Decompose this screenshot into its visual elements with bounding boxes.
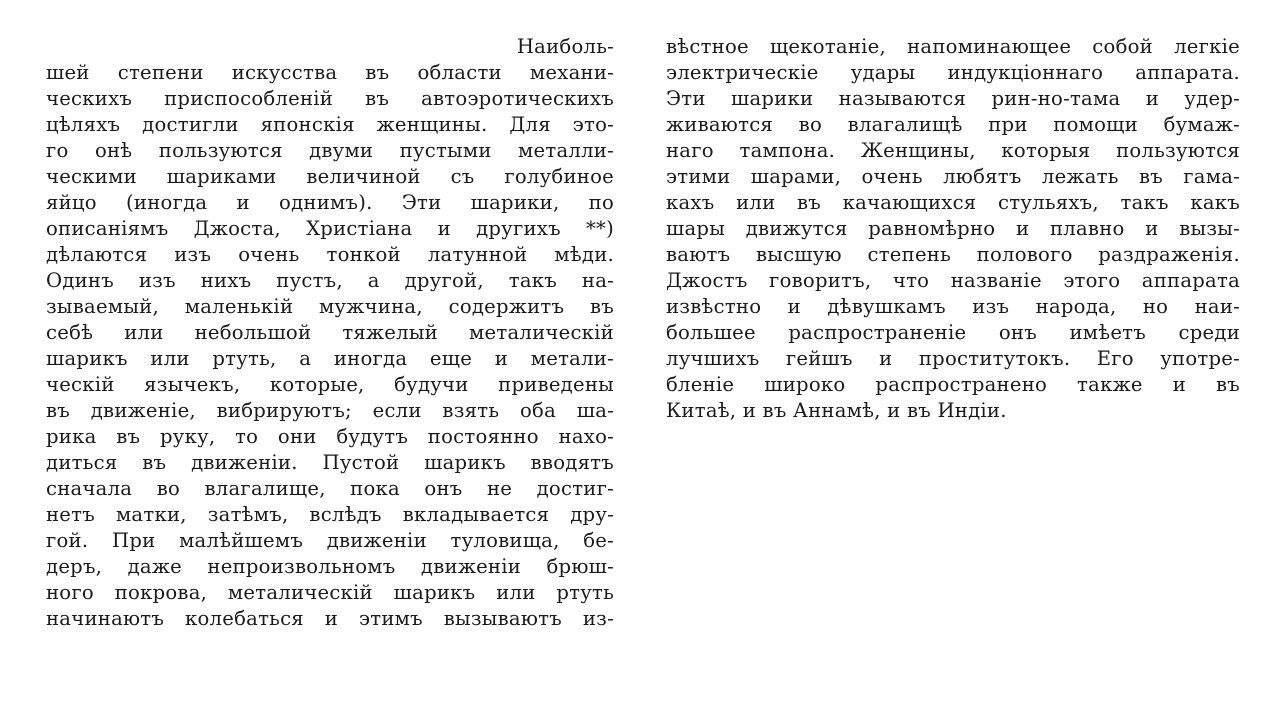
text-line: ческихъ приспособленій въ автоэротическихъ [46,87,614,110]
text-line: большее распространеніе онъ имѣетъ среди [666,321,1240,344]
text-line: начинаютъ колебаться и этимъ вызываютъ из- [46,607,614,630]
text-line: этими шарами, очень любятъ лежать въ гама- [666,165,1240,188]
text-line: го онѣ пользуются двуми пустыми металли- [46,139,614,162]
text-line: шей степени искусства въ области механи- [46,61,614,84]
text-line: вѣстное щекотаніе, напоминающее собой легкіе [666,35,1240,58]
text-line: шары движутся равномѣрно и плавно и вызы- [666,217,1240,240]
text-line: Одинъ изъ нихъ пустъ, а другой, такъ на- [46,269,614,292]
text-line: ного покрова, металическій шарикъ или ртуть [46,581,614,604]
text-line: извѣстно и дѣвушкамъ изъ народа, но наи- [666,295,1240,318]
text-line: лучшихъ гейшъ и проститутокъ. Его употре- [666,347,1240,370]
text-line: кахъ или въ качающихся стульяхъ, такъ какъ [666,191,1240,214]
text-line: Наиболь- [516,35,614,58]
text-line: сначала во влагалище, пока онъ не достиг- [46,477,614,500]
text-line: гой. При малѣйшемъ движеніи туловища, бе- [46,529,614,552]
text-line: Эти шарики называются рин-но-тама и удер- [666,87,1240,110]
text-line: рика въ руку, то они будутъ постоянно нахо- [46,425,614,448]
left-text-column [46,34,614,632]
text-line: дѣлаются изъ очень тонкой латунной мѣди. [46,243,614,266]
text-line: электрическіе удары индукціоннаго аппарата. [666,61,1240,84]
text-line: въ движеніе, вибрируютъ; если взять оба ша- [46,399,614,422]
text-line: шарикъ или ртуть, а иногда еще и метали- [46,347,614,370]
text-line: деръ, даже непроизвольномъ движеніи брюш- [46,555,614,578]
text-line: ческими шариками величиной съ голубиное [46,165,614,188]
right-text-column [666,34,1240,424]
text-line: Джостъ говоритъ, что названіе этого аппарата [666,269,1240,292]
text-line: яйцо (иногда и однимъ). Эти шарики, по [46,191,614,214]
text-line: наго тампона. Женщины, которыя пользуются [666,139,1240,162]
text-line: бленіе широко распространено также и въ [666,373,1240,396]
text-line: зываемый, маленькій мужчина, содержитъ въ [46,295,614,318]
text-line: себѣ или небольшой тяжелый металическій [46,321,614,344]
text-line: описаніямъ Джоста, Христіана и другихъ **) [46,217,614,240]
text-line: цѣляхъ достигли японскія женщины. Для это- [46,113,614,136]
text-line: ческій язычекъ, которые, будучи приведены [46,373,614,396]
text-line: живаются во влагалищѣ при помощи бумаж- [666,113,1240,136]
text-line: ваютъ высшую степень полового раздраженія. [666,243,1240,266]
text-line: нетъ матки, затѣмъ, вслѣдъ вкладывается дру- [46,503,614,526]
text-line: диться въ движеніи. Пустой шарикъ вводятъ [46,451,614,474]
text-line: Китаѣ, и въ Аннамѣ, и въ Индіи. [666,399,1007,422]
